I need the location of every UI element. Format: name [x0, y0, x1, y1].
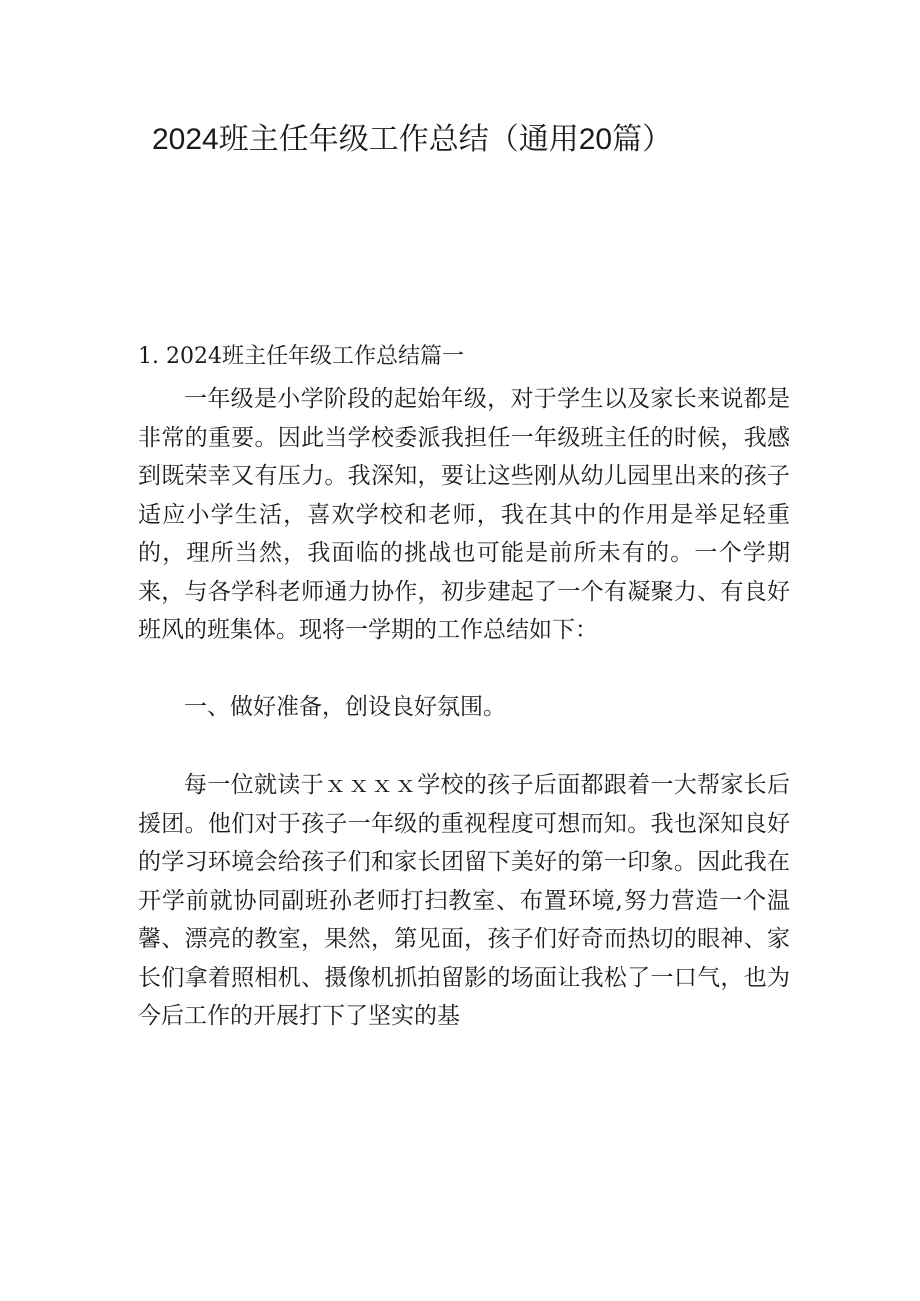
body-paragraph-2: 每一位就读于ｘｘｘｘ学校的孩子后面都跟着一大帮家长后援团。他们对于孩子一年级的重视程度可想而知。我也深知良好的学习环境会给孩子们和家长团留下美好的第一印象。因此我在开学前就协同副班孙老师打扫教室、布置环境,努力营造一个温馨、漂亮的教室，果然，第见面，孩子们好奇而热切的眼神、家长们拿着照相机、摄像机抓拍留影的场面让我松了一口气，也为今后工作的开展打下了坚实的基	[138, 772, 790, 1029]
document-body	[138, 338, 790, 1036]
document-title: 2024班主任年级工作总结（通用20篇）	[152, 123, 673, 156]
body-paragraph-1: 一年级是小学阶段的起始年级，对于学生以及家长来说都是非常的重要。因此当学校委派我担任一年级班主任的时候，我感到既荣幸又有压力。我深知，要让这些刚从幼儿园里出来的孩子适应小学生活，喜欢学校和老师，我在其中的作用是举足轻重的，理所当然，我面临的挑战也可能是前所未有的。一个学期来，与各学科老师通力协作，初步建起了一个有凝聚力、有良好班风的班集体。现将一学期的工作总结如下：	[138, 386, 790, 643]
section-heading: 1. 2024班主任年级工作总结篇一	[138, 344, 464, 369]
subheading-prepare: 一、做好准备，创设良好氛围。	[184, 693, 506, 720]
